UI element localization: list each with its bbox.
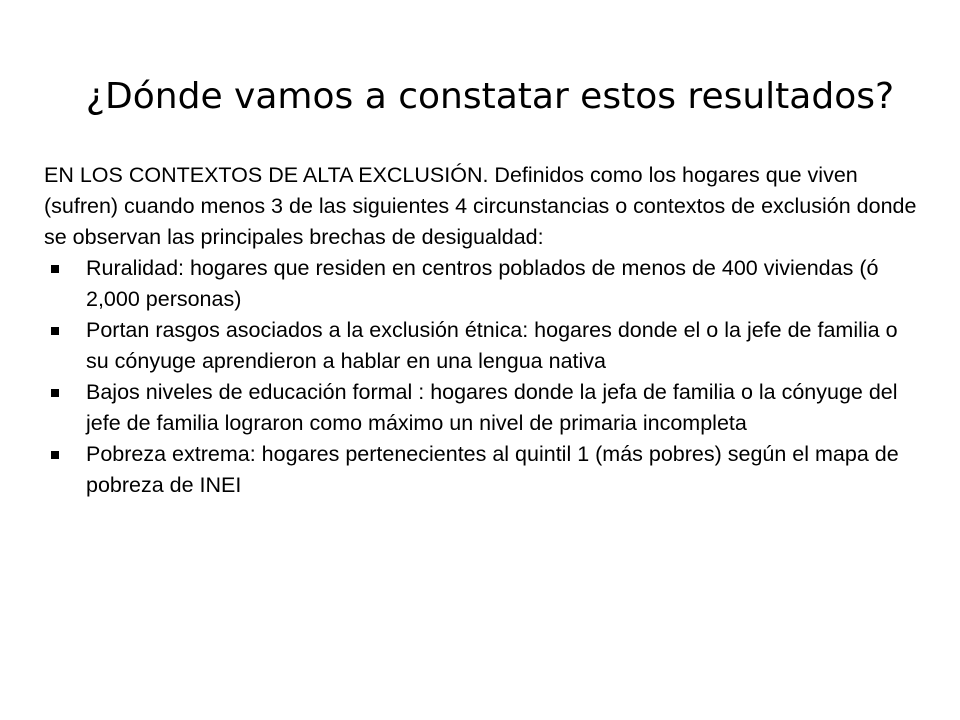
bullet-text: Bajos niveles de educación formal : hogares donde la jefa de familia o la cónyuge del jefe de familia lograron como máximo un nivel de primaria incompleta [86, 380, 898, 435]
slide-body [44, 160, 924, 501]
square-bullet-icon [51, 389, 59, 397]
bullet-item-educacion [44, 377, 924, 439]
bullet-item-exclusion-etnica [44, 315, 924, 377]
bullet-list [44, 253, 924, 501]
square-bullet-icon [51, 451, 59, 459]
bullet-text: Pobreza extrema: hogares pertenecientes al quintil 1 (más pobres) según el mapa de pobreza de INEI [86, 442, 899, 497]
square-bullet-icon [51, 327, 59, 335]
slide-title: ¿Dónde vamos a constatar estos resultados? [85, 76, 895, 117]
intro-paragraph: EN LOS CONTEXTOS DE ALTA EXCLUSIÓN. Definidos como los hogares que viven (sufren) cuando menos 3 de las siguientes 4 circunstancias o contextos de exclusión donde se observan las principales brechas de desigualdad: [44, 163, 917, 249]
bullet-text: Ruralidad: hogares que residen en centros poblados de menos de 400 viviendas (ó 2,000 personas) [86, 256, 879, 311]
bullet-item-pobreza [44, 439, 924, 501]
bullet-item-ruralidad [44, 253, 924, 315]
bullet-text: Portan rasgos asociados a la exclusión étnica: hogares donde el o la jefe de familia o su cónyuge aprendieron a hablar en una lengua nativa [86, 318, 898, 373]
square-bullet-icon [51, 265, 59, 273]
